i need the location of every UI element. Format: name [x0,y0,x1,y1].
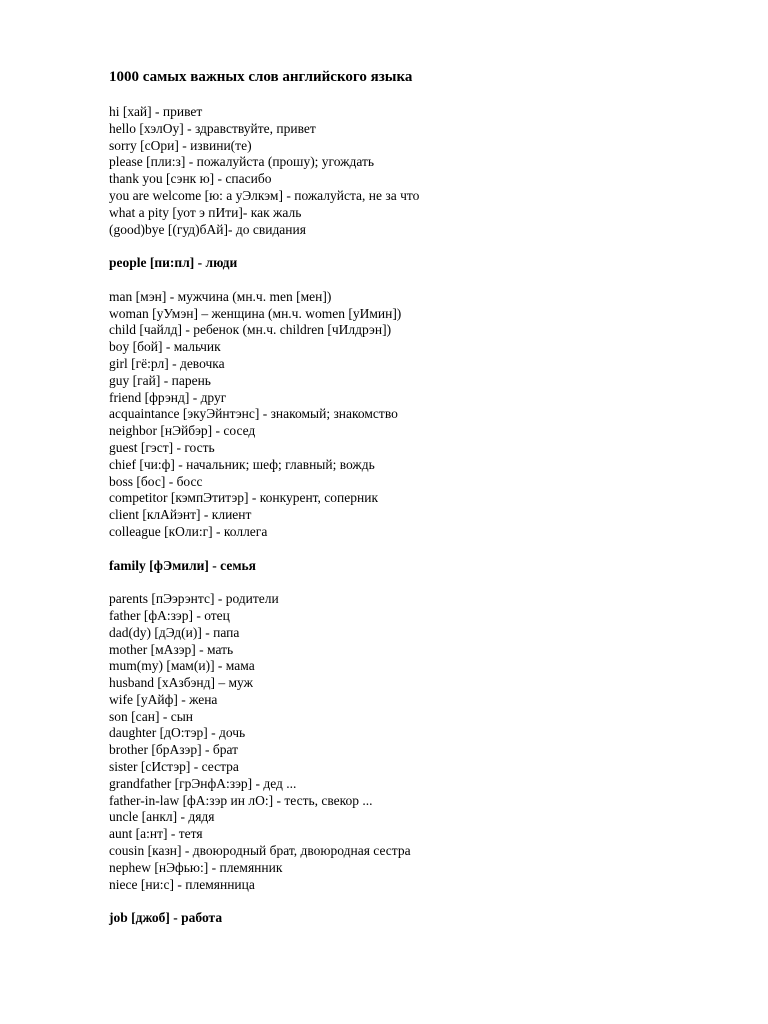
greeting-entry: hello [хэлОу] - здравствуйте, привет [109,120,316,136]
greeting-entry: please [пли:з] - пожалуйста (прошу); угождать [109,154,375,170]
family-entry: mother [мАзэр] - мать [109,641,234,657]
people-entry: competitor [кэмпЭтитэр] - конкурент, соперник [109,490,379,506]
spacer [109,574,749,591]
greeting-entry: (good)bye [(гуд)бАй]- до свидания [109,221,306,237]
family-entry: dad(dy) [дЭд(и)] - папа [109,624,240,640]
family-entry: husband [хАзбэнд] – муж [109,675,253,691]
greeting-entry: thank you [сэнк ю] - спасибо [109,171,272,187]
people-entry: boy [бой] - мальчик [109,339,221,355]
family-entry: grandfather [грЭнфА:зэр] - дед ... [109,775,297,791]
family-entry: son [сан] - сын [109,708,194,724]
family-entry: parents [пЭэрэнтс] - родители [109,591,279,607]
family-entry: uncle [анкл] - дядя [109,809,215,825]
family-entry: aunt [а:нт] - тетя [109,826,203,842]
family-list [109,591,749,893]
people-entry: boss [бос] - босс [109,473,203,489]
family-entry: nephew [нЭфью:] - племянник [109,859,283,875]
family-entry: cousin [казн] - двоюродный брат, двоюродная сестра [109,843,411,859]
people-list [109,289,749,541]
people-entry: friend [фрэнд] - друг [109,389,227,405]
family-entry: wife [уАйф] - жена [109,691,218,707]
people-entry: girl [гё:рл] - девочка [109,355,225,371]
people-entry: colleague [кОли:г] - коллега [109,523,268,539]
spacer [109,893,749,910]
family-entry: daughter [дО:тэр] - дочь [109,725,246,741]
people-entry: acquaintance [экуЭйнтэнс] - знакомый; знакомство [109,406,398,422]
greeting-entry: you are welcome [ю: а уЭлкэм] - пожалуйста, не за что [109,187,420,203]
section-heading-job: job [джоб] - работа [109,910,223,926]
people-entry: client [клАйэнт] - клиент [109,507,252,523]
family-entry: brother [брАзэр] - брат [109,742,239,758]
people-entry: child [чайлд] - ребенок (мн.ч. children [чИлдрэн]) [109,322,392,338]
greetings-list [109,104,749,238]
family-entry: niece [ни:с] - племянница [109,876,255,892]
spacer [109,272,749,289]
section-heading-people: people [пи:пл] - люди [109,255,238,271]
greeting-entry: what a pity [уот э пИти]- как жаль [109,204,302,220]
family-entry: father-in-law [фА:зэр ин лО:] - тесть, свекор ... [109,792,373,808]
document-title: 1000 самых важных слов английского языка [109,69,413,85]
people-entry: chief [чи:ф] - начальник; шеф; главный; вождь [109,456,375,472]
family-entry: mum(my) [мам(и)] - мама [109,658,255,674]
spacer [109,541,749,558]
greeting-entry: sorry [сОри] - извини(те) [109,137,252,153]
people-entry: woman [уУмэн] – женщина (мн.ч. women [уИмин]) [109,305,402,321]
people-entry: guest [гэст] - гость [109,439,215,455]
greeting-entry: hi [хай] - привет [109,104,203,119]
family-entry: father [фА:зэр] - отец [109,607,230,623]
people-entry: guy [гай] - парень [109,372,211,388]
people-entry: man [мэн] - мужчина (мн.ч. men [мен]) [109,288,332,304]
people-entry: neighbor [нЭйбэр] - сосед [109,423,256,439]
section-heading-family: family [фЭмили] - семья [109,557,256,573]
document-page [109,66,749,927]
spacer [109,238,749,255]
family-entry: sister [сИстэр] - сестра [109,759,239,775]
